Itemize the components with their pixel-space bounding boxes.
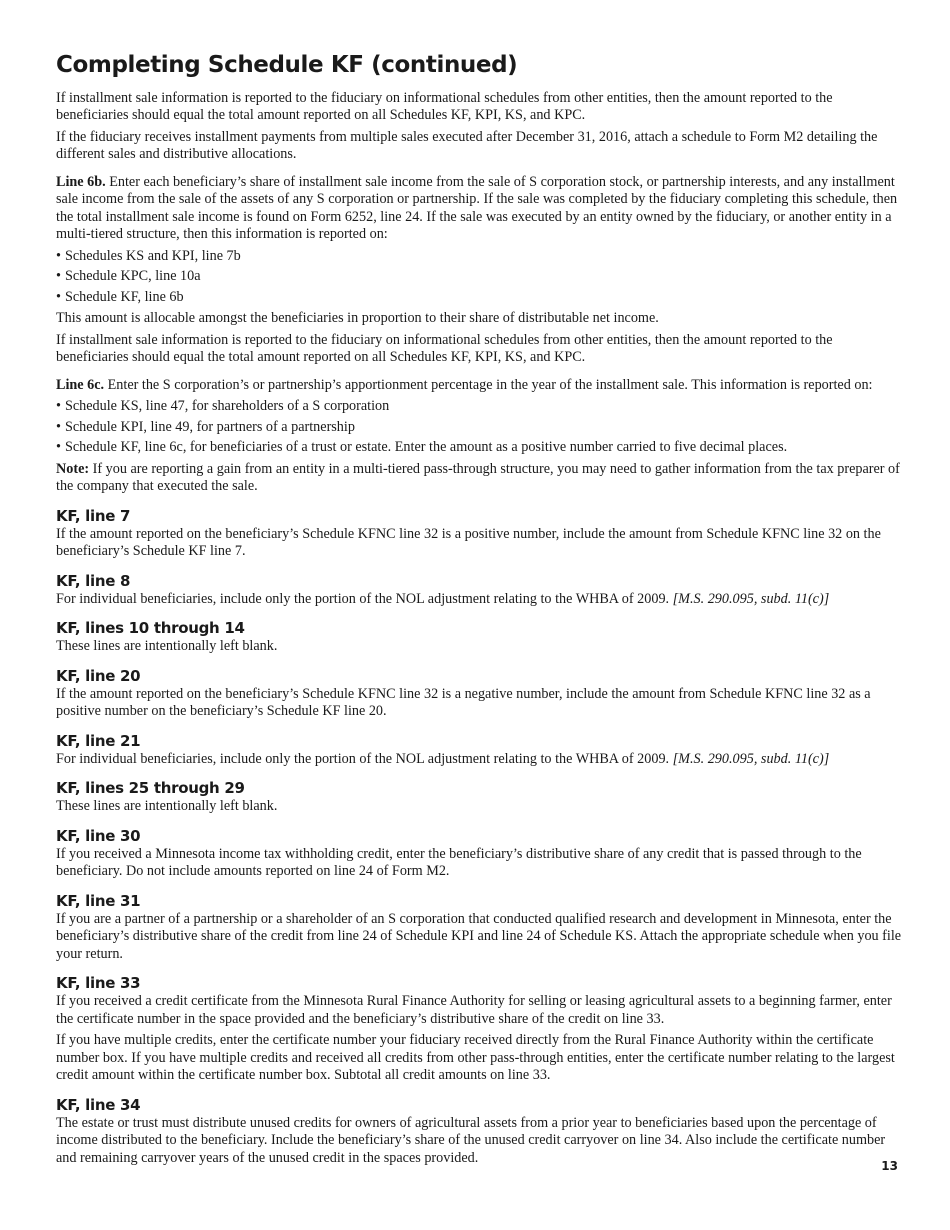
section-heading-kf-line-31: KF, line 31 — [56, 891, 141, 910]
kf-line-33-text-1: If you received a credit certificate from the Minnesota Rural Finance Authority for selling or leasing agricultural assets to a beginning farmer, enter the certificate number in the space provided and the beneficiary’s distributive share of the credit on line 33. — [56, 993, 892, 1027]
line-6b-text: Enter each beneficiary’s share of installment sale income from the sale of S corporation stock, or partnership interests, and any installment sale income from the sale of the assets of any S corporation or partnership. If the sale was completed by the fiduciary completing this schedule, then the total installment sale income is found on Form 6252, line 24. If the sale was executed by an entity owned by the fiduciary, or another entity in a multi-tiered structure, then this information is reported on: — [56, 173, 898, 243]
line-6c-paragraph — [56, 377, 906, 395]
section-heading-kf-lines-25-29: KF, lines 25 through 29 — [56, 779, 245, 798]
kf-line-21-paragraph — [56, 751, 906, 769]
section-heading-kf-line-33: KF, line 33 — [56, 974, 141, 993]
line-6c-bullet-list — [56, 398, 906, 457]
line-6b-installment-text: If installment sale information is reported to the fiduciary on informational schedules from other entities, then the amount reported to the beneficiaries should equal the total amount reported on all Schedules KF, KPI, KS, and KPC. — [56, 331, 833, 366]
page-title: Completing Schedule KF (continued) — [56, 52, 518, 78]
note-label: Note: — [56, 460, 90, 477]
section-heading-kf-line-20: KF, line 20 — [56, 666, 141, 685]
note-paragraph — [56, 461, 906, 496]
line-6b-label: Line 6b. — [56, 173, 106, 190]
page-number: 13 — [881, 1159, 898, 1173]
section-heading-kf-line-34: KF, line 34 — [56, 1095, 141, 1114]
kf-lines-10-14-text: These lines are intentionally left blank. — [56, 638, 278, 655]
section-heading-kf-lines-10-14: KF, lines 10 through 14 — [56, 619, 245, 638]
kf-line-8-citation: [M.S. 290.095, subd. 11(c)] — [672, 590, 830, 607]
line-6b-allocation-text: This amount is allocable amongst the beneficiaries in proportion to their share of distributable net income. — [56, 310, 659, 327]
list-item: • Schedule KS, line 47, for shareholders of a S corporation — [56, 398, 906, 416]
intro-paragraph-2: If the fiduciary receives installment payments from multiple sales executed after December 31, 2016, attach a schedule to Form M2 detailing the different sales and distributive allocations. — [56, 128, 878, 163]
kf-line-8-paragraph — [56, 591, 906, 609]
line-6b-bullet-list — [56, 248, 906, 307]
kf-line-7-text: If the amount reported on the beneficiary’s Schedule KFNC line 32 is a positive number, include the amount from Schedule KFNC line 32 on the beneficiary’s Schedule KF line 7. — [56, 525, 881, 560]
list-item: • Schedule KPI, line 49, for partners of a partnership — [56, 419, 906, 437]
list-item: • Schedules KS and KPI, line 7b — [56, 248, 906, 266]
kf-line-34-text: The estate or trust must distribute unused credits for owners of agricultural assets from a prior year to beneficiaries based upon the percentage of income distributed to the beneficiary. Include the beneficiary’s share of the unused credit carryover on line 34. Also include the certificate number and remaining carryover years of the unused credit in the spaces provided. — [56, 1114, 886, 1166]
note-text: If you are reporting a gain from an entity in a multi-tiered pass-through structure, you may need to gather information from the tax preparer of the company that executed the sale. — [56, 460, 900, 495]
kf-line-21-citation: [M.S. 290.095, subd. 11(c)] — [672, 750, 830, 767]
kf-line-21-text: For individual beneficiaries, include only the portion of the NOL adjustment relating to the WHBA of 2009. — [56, 750, 673, 767]
list-item: • Schedule KF, line 6c, for beneficiaries of a trust or estate. Enter the amount as a positive number carried to five decimal places. — [56, 439, 906, 457]
kf-line-20-text: If the amount reported on the beneficiary’s Schedule KFNC line 32 is a negative number, include the amount from Schedule KFNC line 32 as a positive number on the beneficiary’s Schedule KF line 20. — [56, 685, 871, 720]
list-item: • Schedule KPC, line 10a — [56, 268, 906, 286]
line-6b-paragraph — [56, 174, 906, 244]
kf-line-33-text-2: If you have multiple credits, enter the certificate number your fiduciary received directly from the Rural Finance Authority within the certificate number box. If you have multiple credits and received all credits from other pass-through entities, enter the certificate number relating to the largest credit amount within the certificate number box. Subtotal all credit amounts on line 33. — [56, 1032, 895, 1084]
section-heading-kf-line-8: KF, line 8 — [56, 571, 131, 590]
kf-line-31-text: If you are a partner of a partnership or a shareholder of an S corporation that conducted qualified research and development in Minnesota, enter the beneficiary’s distributive share of the credit from line 24 of Schedule KPI and line 24 of Schedule KS. Attach the appropriate schedule when you file your return. — [56, 910, 902, 962]
document-page — [56, 52, 906, 1171]
kf-lines-25-29-text: These lines are intentionally left blank. — [56, 798, 278, 815]
line-6c-label: Line 6c. — [56, 376, 105, 393]
intro-paragraph-1: If installment sale information is reported to the fiduciary on informational schedules from other entities, then the amount reported to the beneficiaries should equal the total amount reported on all Schedules KF, KPI, KS, and KPC. — [56, 89, 833, 124]
list-item: • Schedule KF, line 6b — [56, 289, 906, 307]
section-heading-kf-line-7: KF, line 7 — [56, 506, 131, 525]
section-heading-kf-line-30: KF, line 30 — [56, 826, 141, 845]
section-heading-kf-line-21: KF, line 21 — [56, 731, 141, 750]
line-6c-text: Enter the S corporation’s or partnership’s apportionment percentage in the year of the installment sale. This information is reported on: — [104, 376, 873, 393]
kf-line-30-text: If you received a Minnesota income tax withholding credit, enter the beneficiary’s distributive share of any credit that is passed through to the beneficiary. Do not include amounts reported on line 24 of Form M2. — [56, 845, 862, 880]
kf-line-8-text: For individual beneficiaries, include only the portion of the NOL adjustment relating to the WHBA of 2009. — [56, 590, 673, 607]
